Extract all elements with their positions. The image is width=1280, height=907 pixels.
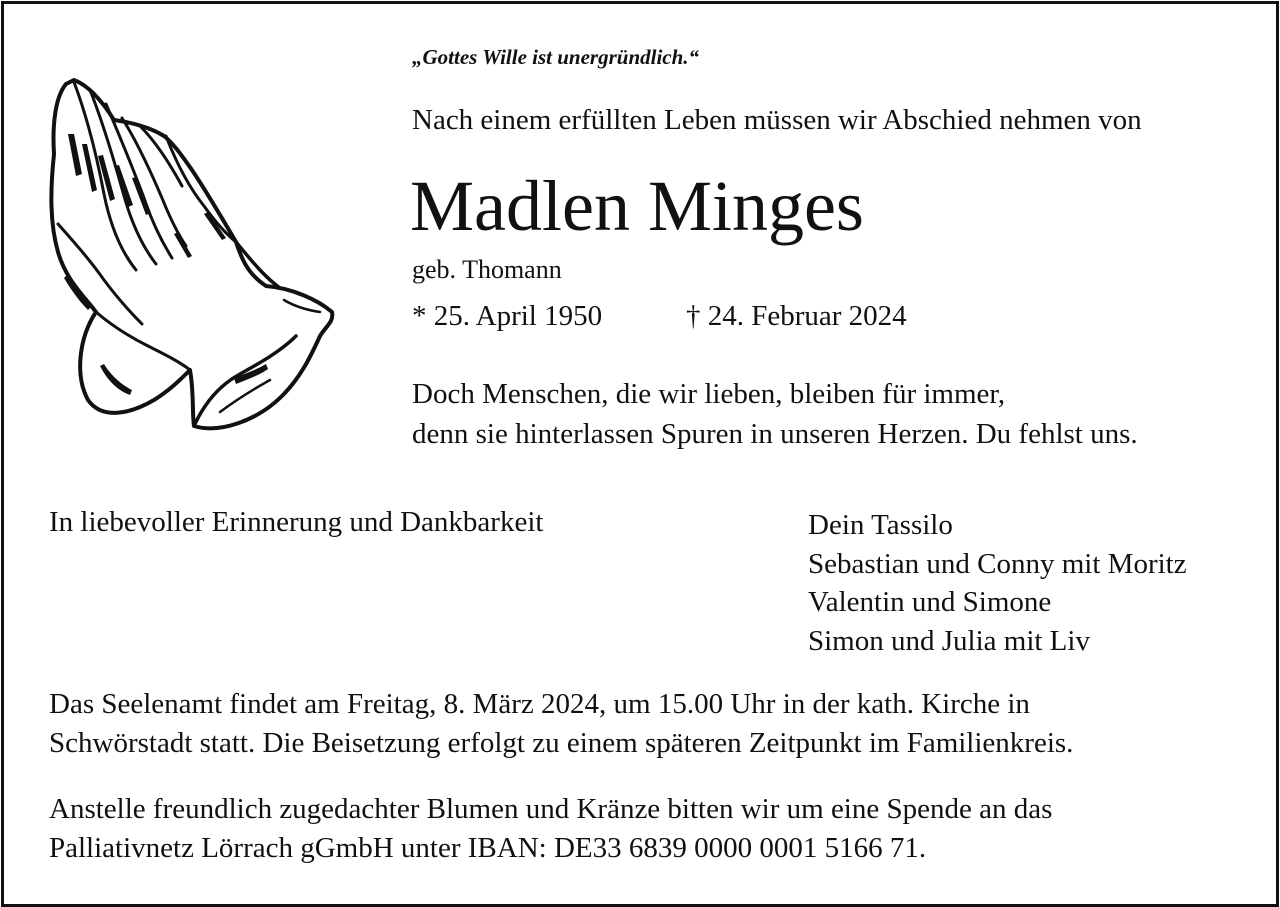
mourner-entry: Dein Tassilo [808, 509, 953, 541]
donation-info [49, 790, 1052, 868]
service-line: Schwörstadt statt. Die Beisetzung erfolgt zu einem späteren Zeitpunkt im Familienkreis. [49, 727, 1074, 759]
deceased-name: Madlen Minges [410, 166, 864, 246]
birth-date: * 25. April 1950 [412, 300, 603, 332]
memory-text: In liebevoller Erinnerung und Dankbarkeit [49, 506, 544, 538]
verse-line: denn sie hinterlassen Spuren in unseren Herzen. Du fehlst uns. [412, 418, 1138, 450]
mourner-entry: Sebastian und Conny mit Moritz [808, 547, 1187, 580]
motto-quote: „Gottes Wille ist unergründlich.“ [412, 45, 700, 69]
service-line: Das Seelenamt findet am Freitag, 8. März 2024, um 15.00 Uhr in der kath. Kirche in [49, 688, 1030, 720]
mourner-entry: Simon und Julia mit Liv [808, 624, 1090, 657]
donation-line: Palliativnetz Lörrach gGmbH unter IBAN: DE33 6839 0000 0001 5166 71. [49, 832, 927, 864]
maiden-name: geb. Thomann [412, 255, 562, 284]
death-date: † 24. Februar 2024 [686, 300, 907, 332]
donation-line: Anstelle freundlich zugedachter Blumen und Kränze bitten wir um eine Spende an das [49, 793, 1053, 825]
mourners-list [808, 506, 1187, 660]
praying-hands-icon [44, 74, 339, 439]
service-info [49, 685, 1073, 763]
mourner-entry: Valentin und Simone [808, 586, 1052, 618]
intro-text: Nach einem erfüllten Leben müssen wir Abschied nehmen von [412, 104, 1142, 136]
verse-line: Doch Menschen, die wir lieben, bleiben für immer, [412, 378, 1006, 410]
memorial-verse [412, 374, 1138, 454]
